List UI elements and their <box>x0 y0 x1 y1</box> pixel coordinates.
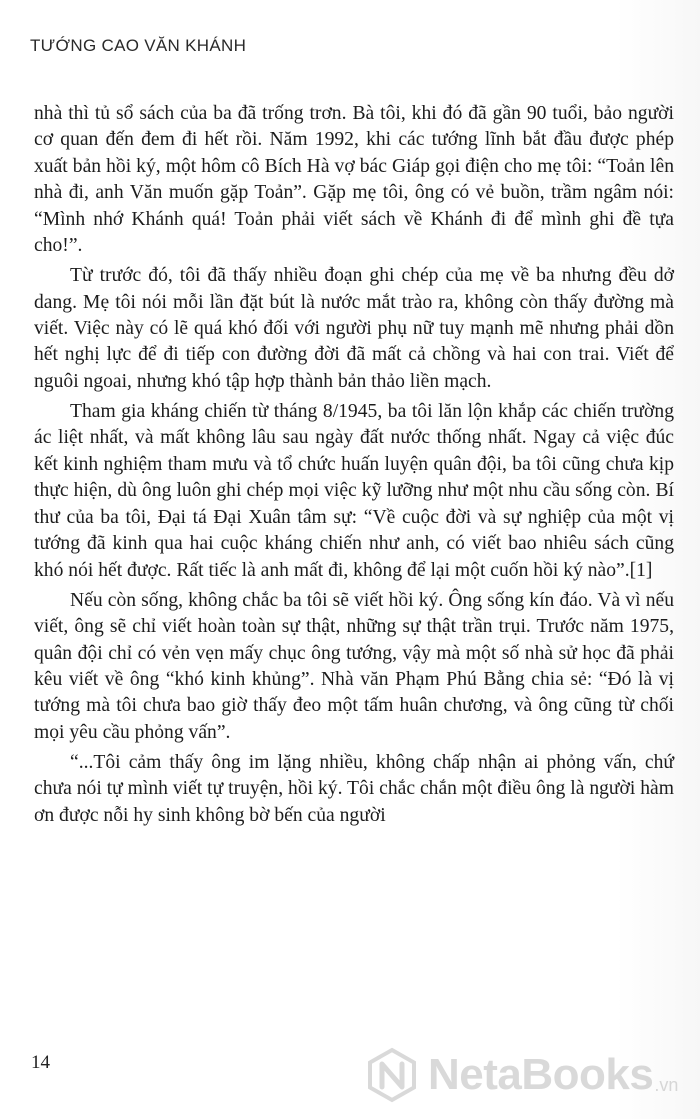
running-head: TƯỚNG CAO VĂN KHÁNH <box>30 36 247 55</box>
page-number: 14 <box>31 1052 50 1073</box>
paragraph: “...Tôi cảm thấy ông im lặng nhiều, không chấp nhận ai phỏng vấn, chứ chưa nói tự mình viết tự truyện, hồi ký. Tôi chắc chắn một điều ông là người hàm ơn được nỗi hy sinh không bờ bến của người <box>34 751 674 826</box>
paragraph: Nếu còn sống, không chắc ba tôi sẽ viết hồi ký. Ông sống kín đáo. Và vì nếu viết, ông sẽ chỉ viết hoàn toàn sự thật, những sự thật trần trụi. Trước năm 1975, quân đội chỉ có vẻn vẹn mấy chục ông tướng, vậy mà một số nhà sử học đã phải kêu viết về ông “khó kinh khủng”. Nhà văn Phạm Phú Bằng chia sẻ: “Đó là vị tướng mà tôi chưa bao giờ thấy đeo một tấm huân chương, và ông cũng từ chối mọi yêu cầu phỏng vấn”. <box>34 589 674 743</box>
paragraph: nhà thì tủ sổ sách của ba đã trống trơn. Bà tôi, khi đó đã gần 90 tuổi, bảo người cơ quan đến đem đi hết rồi. Năm 1992, khi các tướng lĩnh bắt đầu được phép xuất bản hồi ký, một hôm cô Bích Hà vợ bác Giáp gọi điện cho mẹ tôi: “Toản lên nhà đi, anh Văn muốn gặp Toản”. Gặp mẹ tôi, ông có vẻ buồn, trầm ngâm nói: “Mình nhớ Khánh quá! Toản phải viết sách về Khánh đi để mình ghi đề tựa cho!”. <box>34 103 674 257</box>
paragraph: Tham gia kháng chiến từ tháng 8/1945, ba tôi lăn lộn khắp các chiến trường ác liệt nhất, và mất không lâu sau ngày đất nước thống nhất. Ngay cả việc đúc kết kinh nghiệm tham mưu và tổ chức huấn luyện quân đội, ba tôi cũng chưa kịp thực hiện, dù ông luôn ghi chép mọi việc kỹ lưỡng như một nhu cầu sống còn. Bí thư của ba tôi, Đại tá Đại Xuân tâm sự: “Về cuộc đời và sự nghiệp của một vị tướng đã kinh qua hai cuộc kháng chiến như anh, có viết bao nhiêu sách cũng khó nói hết được. Rất tiếc là anh mất đi, không để lại một cuốn hồi ký nào”.[1] <box>34 401 674 581</box>
watermark-suffix: .vn <box>654 1075 679 1095</box>
body-text <box>34 101 674 829</box>
watermark-brand: NetaBooks <box>428 1050 654 1099</box>
hexagon-n-logo-icon <box>364 1047 420 1103</box>
watermark <box>364 1044 678 1106</box>
paragraph: Từ trước đó, tôi đã thấy nhiều đoạn ghi chép của mẹ về ba nhưng đều dở dang. Mẹ tôi nói mỗi lần đặt bút là nước mắt trào ra, không còn thấy đường mà viết. Việc này có lẽ quá khó đối với người phụ nữ tuy mạnh mẽ nhưng phải dồn hết nghị lực để đi tiếp con đường đời đã mất cả chồng và hai con trai. Viết để nguôi ngoai, nhưng khó tập hợp thành bản thảo liền mạch. <box>34 265 674 392</box>
